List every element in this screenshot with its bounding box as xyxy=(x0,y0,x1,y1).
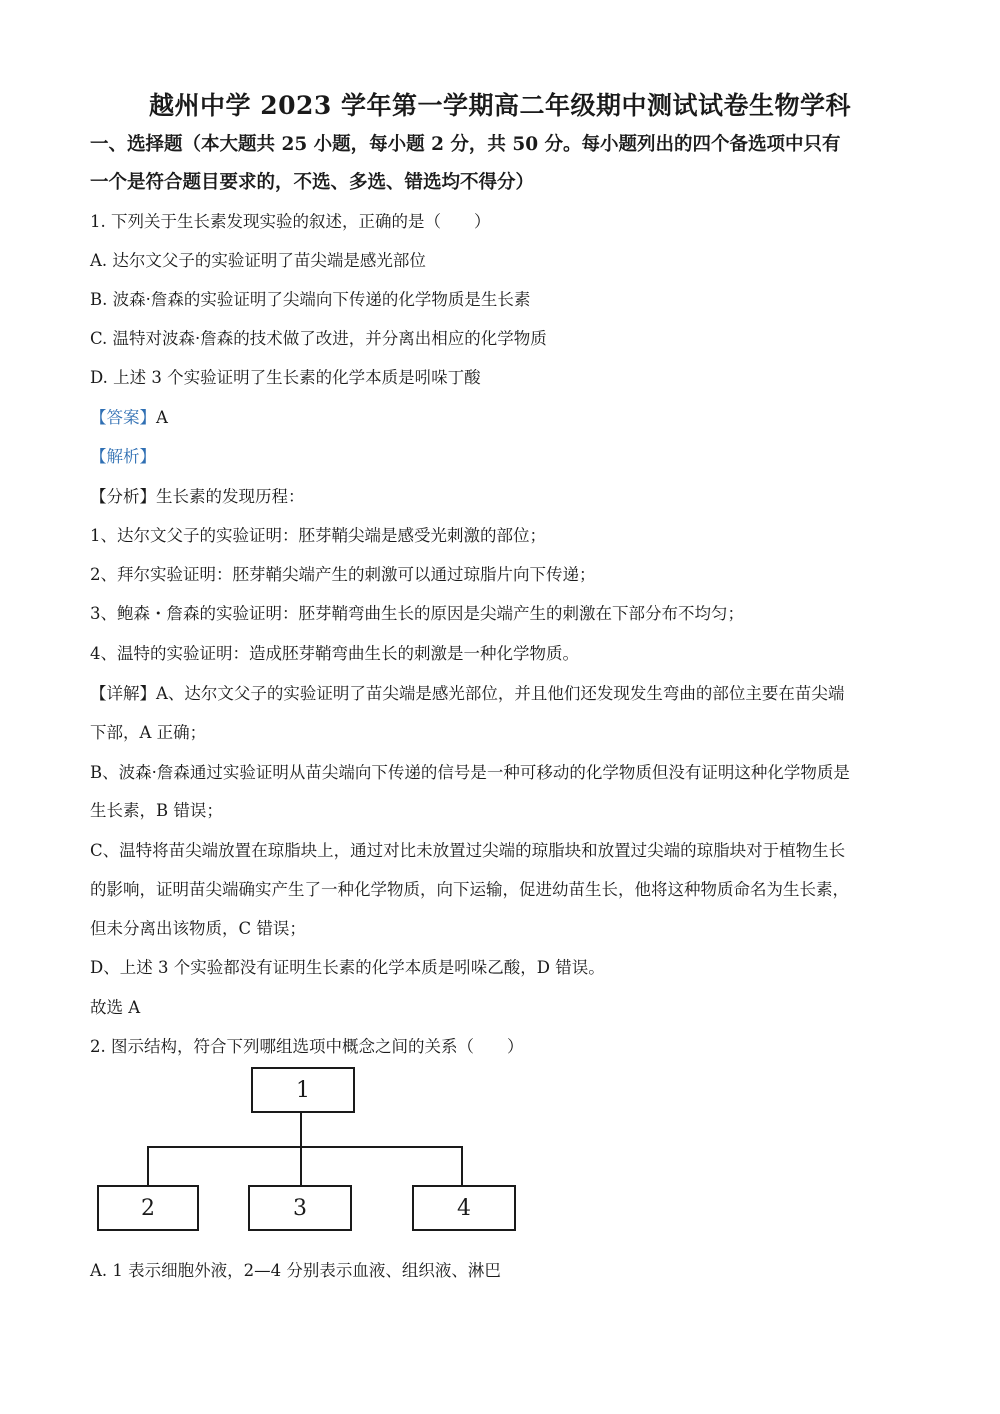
q1-option-c: C. 温特对波森·詹森的技术做了改进，并分离出相应的化学物质 xyxy=(90,329,547,348)
diagram-box-child: 3 xyxy=(248,1185,352,1231)
exam-title: 越州中学 2023 学年第一学期高二年级期中测试试卷生物学科 xyxy=(149,91,851,120)
diagram-box-child: 4 xyxy=(412,1185,516,1231)
detail-line: 生长素，B 错误； xyxy=(90,801,223,820)
analysis-line: 3、鲍森・詹森的实验证明：胚芽鞘弯曲生长的原因是尖端产生的刺激在下部分布不均匀； xyxy=(90,604,744,623)
detail-line: 但未分离出该物质，C 错误； xyxy=(90,919,306,938)
q2-option-a: A. 1 表示细胞外液，2—4 分别表示血液、组织液、淋巴 xyxy=(90,1261,501,1280)
q2-stem: 2. 图示结构，符合下列哪组选项中概念之间的关系（ ） xyxy=(90,1037,524,1056)
section-heading-line-1: 一、选择题（本大题共 25 小题，每小题 2 分，共 50 分。每小题列出的四个备选项中只有 xyxy=(90,134,841,155)
detail-line: B、波森·詹森通过实验证明从苗尖端向下传递的信号是一种可移动的化学物质但没有证明这种化学物质是 xyxy=(90,763,850,782)
answer-value: A xyxy=(156,408,168,427)
q1-option-d: D. 上述 3 个实验证明了生长素的化学本质是吲哚丁酸 xyxy=(90,368,481,387)
detail-line: 的影响，证明苗尖端确实产生了一种化学物质，向下运输，促进幼苗生长，他将这种物质命名为生长素， xyxy=(90,880,849,899)
diagram-connector-horizontal xyxy=(147,1146,463,1148)
diagram-connector-vertical xyxy=(300,1111,302,1146)
diagram-box-child: 2 xyxy=(97,1185,199,1231)
diagram-box-top: 1 xyxy=(251,1067,355,1113)
analysis-tag: 【解析】 xyxy=(90,447,156,466)
detail-line: C、温特将苗尖端放置在琼脂块上，通过对比未放置过尖端的琼脂块和放置过尖端的琼脂块对于植物生长 xyxy=(90,841,846,860)
analysis-line: 【分析】生长素的发现历程： xyxy=(90,487,305,506)
answer-tag: 【答案】 xyxy=(90,408,156,427)
diagram-connector-middle xyxy=(300,1146,302,1185)
diagram-connector-right xyxy=(461,1146,463,1185)
analysis-line: 4、温特的实验证明：造成胚芽鞘弯曲生长的刺激是一种化学物质。 xyxy=(90,644,579,663)
detail-line: 下部，A 正确； xyxy=(90,723,207,742)
diagram-connector-left xyxy=(147,1146,149,1185)
q1-stem: 1. 下列关于生长素发现实验的叙述，正确的是（ ） xyxy=(90,212,491,231)
analysis-line: 1、达尔文父子的实验证明：胚芽鞘尖端是感受光刺激的部位； xyxy=(90,526,546,545)
analysis-line: 2、拜尔实验证明：胚芽鞘尖端产生的刺激可以通过琼脂片向下传递； xyxy=(90,565,596,584)
detail-line: 【详解】A、达尔文父子的实验证明了苗尖端是感光部位，并且他们还发现发生弯曲的部位主要在苗尖端 xyxy=(90,684,845,703)
detail-line: D、上述 3 个实验都没有证明生长素的化学本质是吲哚乙酸，D 错误。 xyxy=(90,958,605,977)
section-heading-line-2: 一个是符合题目要求的，不选、多选、错选均不得分） xyxy=(90,172,535,193)
conclusion-line: 故选 A xyxy=(90,998,141,1017)
q1-option-b: B. 波森·詹森的实验证明了尖端向下传递的化学物质是生长素 xyxy=(90,290,531,309)
q1-option-a: A. 达尔文父子的实验证明了苗尖端是感光部位 xyxy=(90,251,426,270)
q1-answer xyxy=(90,406,920,430)
